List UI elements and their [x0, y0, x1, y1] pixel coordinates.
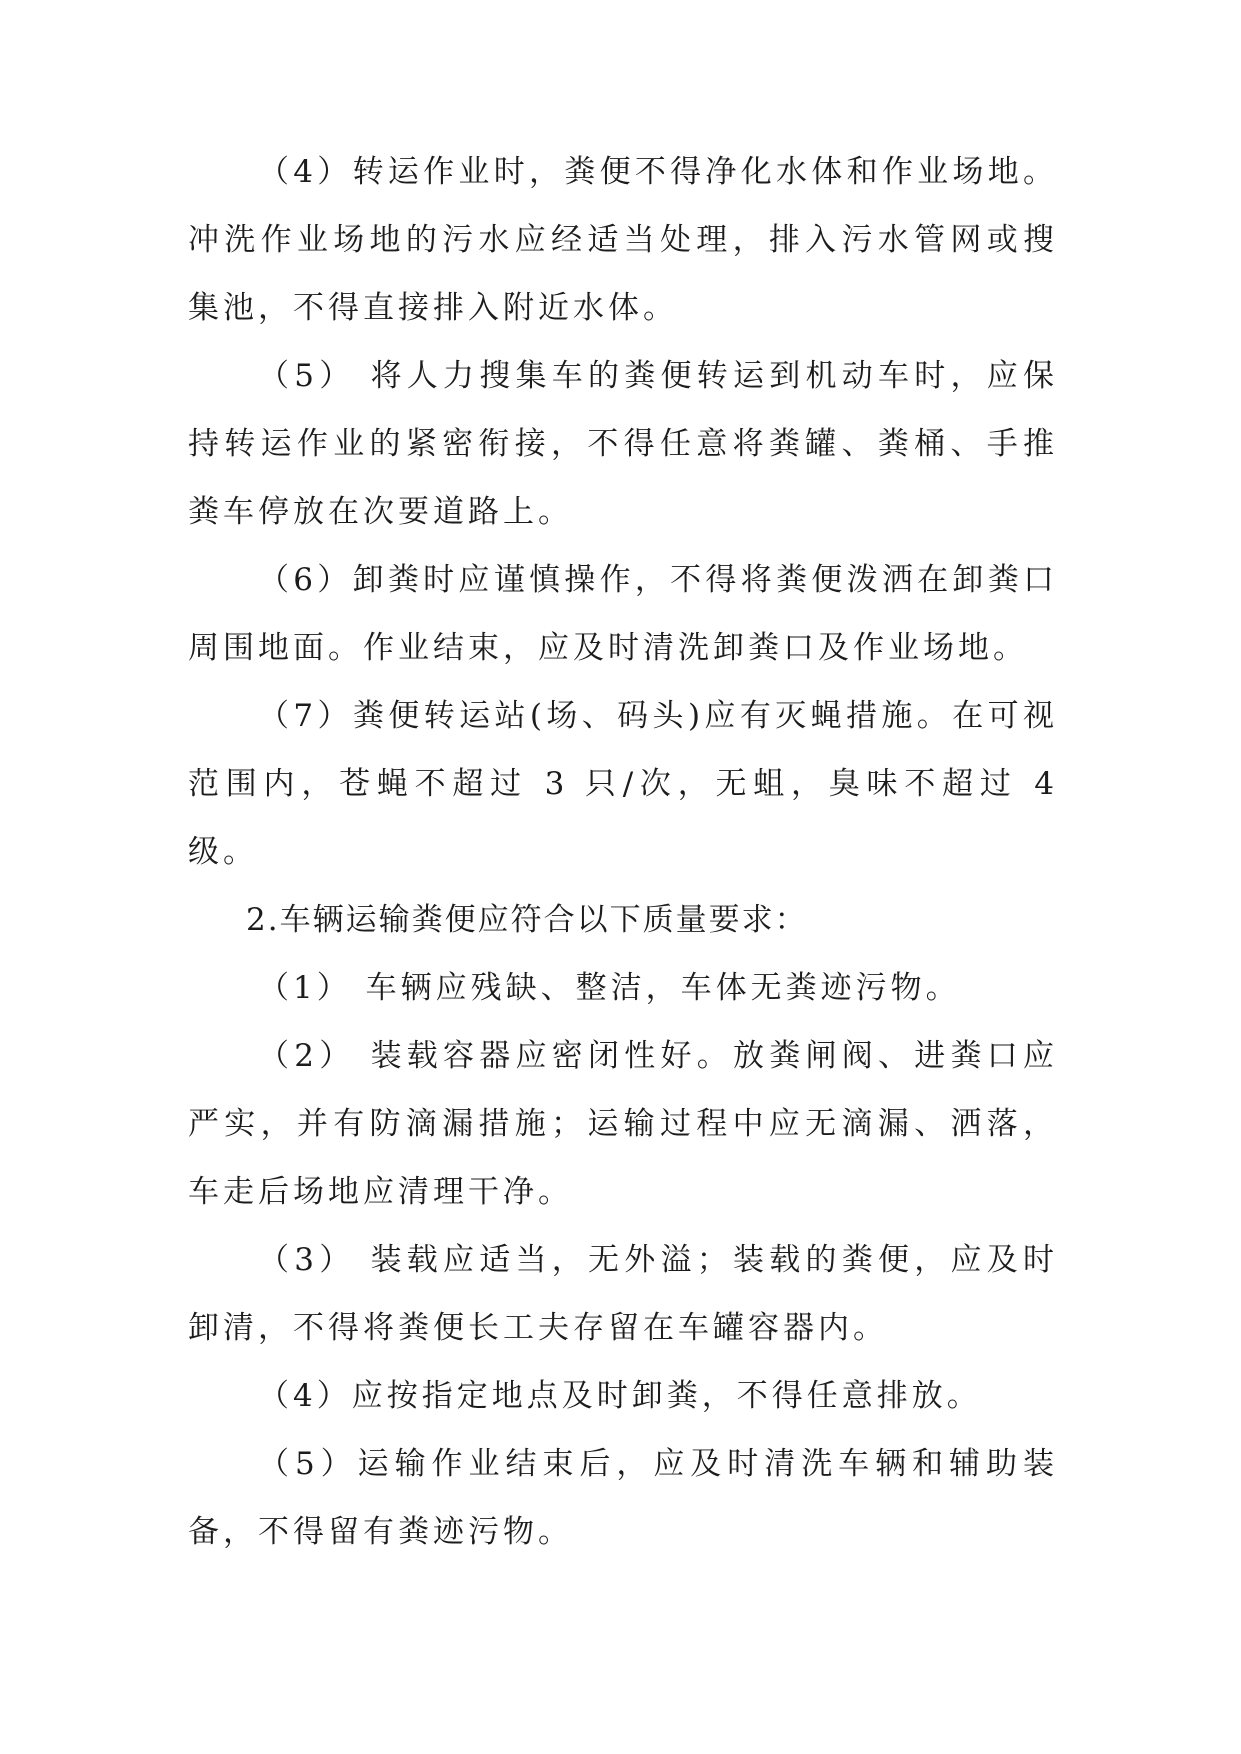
paragraph-item-5-manual-cart: （5） 将人力搜集车的粪便转运到机动车时，应保持转运作业的紧密衔接，不得任意将粪罐、粪桶、手推粪车停放在次要道路上。	[188, 358, 1058, 530]
paragraph-vehicle-item-3: （3） 装载应适当，无外溢；装载的粪便，应及时卸清，不得将粪便长工夫存留在车罐容器内。	[188, 1242, 1058, 1346]
paragraph-vehicle-item-5: （5）运输作业结束后，应及时清洗车辆和辅助装备，不得留有粪迹污物。	[188, 1446, 1058, 1550]
paragraph-vehicle-item-2: （2） 装载容器应密闭性好。放粪闸阀、进粪口应严实，并有防滴漏措施；运输过程中应无滴漏、洒落，车走后场地应清理干净。	[188, 1038, 1058, 1210]
section-heading-vehicle-transport: 2.车辆运输粪便应符合以下质量要求：	[246, 902, 808, 938]
paragraph-vehicle-item-4: （4）应按指定地点及时卸粪，不得任意排放。	[258, 1378, 982, 1414]
paragraph-item-7-fly-control: （7）粪便转运站(场、码头)应有灭蝇措施。在可视范围内，苍蝇不超过 3 只/次，无蛆，臭味不超过 4 级。	[188, 698, 1058, 870]
paragraph-item-4-transfer: （4）转运作业时，粪便不得净化水体和作业场地。冲洗作业场地的污水应经适当处理，排入污水管网或搜集池，不得直接排入附近水体。	[188, 154, 1058, 326]
paragraph-item-6-unloading: （6）卸粪时应谨慎操作，不得将粪便泼洒在卸粪口周围地面。作业结束，应及时清洗卸粪口及作业场地。	[188, 562, 1058, 666]
document-body	[188, 138, 1058, 1566]
paragraph-vehicle-item-1: （1） 车辆应残缺、整洁，车体无粪迹污物。	[258, 970, 961, 1006]
